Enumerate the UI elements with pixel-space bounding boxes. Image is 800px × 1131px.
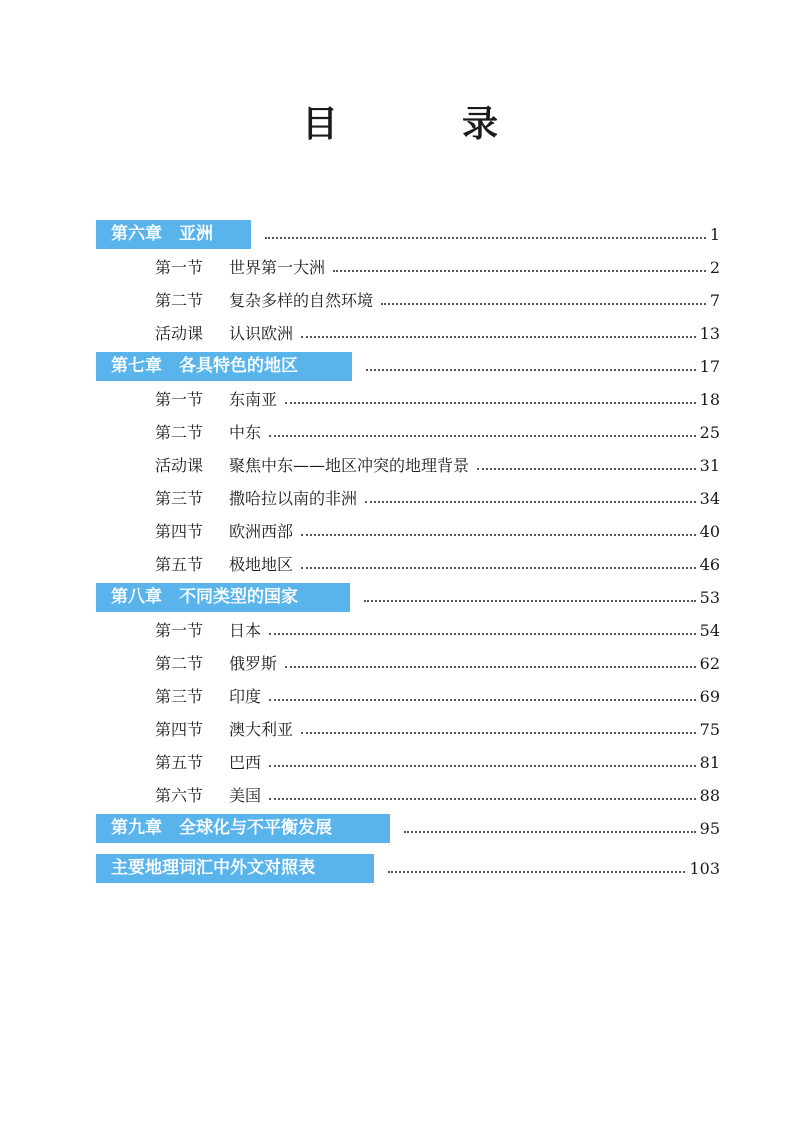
section-number: 第四节 <box>155 720 204 739</box>
section-number: 第二节 <box>155 291 204 310</box>
section-title: 撒哈拉以南的非洲 <box>229 489 358 508</box>
dot-leader <box>269 699 696 701</box>
page-number: 69 <box>699 687 720 706</box>
page-number: 53 <box>699 588 720 607</box>
chapter-title-badge: 第六章 亚洲 <box>96 220 251 249</box>
toc-section-row <box>0 451 800 481</box>
toc-chapter-row <box>0 220 800 250</box>
page-number: 54 <box>699 621 720 640</box>
section-number: 第五节 <box>155 555 204 574</box>
toc-section-row <box>0 550 800 580</box>
toc-chapter-row <box>0 352 800 382</box>
toc-section-row <box>0 385 800 415</box>
dot-leader <box>365 501 696 503</box>
section-title: 认识欧洲 <box>229 324 294 343</box>
section-number: 第三节 <box>155 489 204 508</box>
section-title: 日本 <box>229 621 262 640</box>
section-title: 巴西 <box>229 753 262 772</box>
section-number: 第二节 <box>155 423 204 442</box>
page-number: 1 <box>709 225 720 244</box>
section-number: 第六节 <box>155 786 204 805</box>
toc-section-row <box>0 682 800 712</box>
dot-leader <box>404 831 696 833</box>
dot-leader <box>364 600 696 602</box>
page-title: 目 录 <box>301 104 542 145</box>
page-number: 13 <box>699 324 720 343</box>
dot-leader <box>366 369 696 371</box>
section-title: 东南亚 <box>229 390 278 409</box>
dot-leader <box>269 435 696 437</box>
page-number: 31 <box>699 456 720 475</box>
toc-chapter-row <box>0 854 800 884</box>
toc-section-row <box>0 616 800 646</box>
section-number: 第二节 <box>155 654 204 673</box>
toc-section-row <box>0 748 800 778</box>
chapter-title-badge: 第九章 全球化与不平衡发展 <box>96 814 390 843</box>
section-title: 印度 <box>229 687 262 706</box>
section-number: 活动课 <box>155 456 204 475</box>
toc-section-row <box>0 286 800 316</box>
toc-section-row <box>0 418 800 448</box>
section-title: 俄罗斯 <box>229 654 278 673</box>
page-number: 81 <box>699 753 720 772</box>
dot-leader <box>285 666 696 668</box>
page-number: 34 <box>699 489 720 508</box>
section-number: 第一节 <box>155 258 204 277</box>
section-title: 澳大利亚 <box>229 720 294 739</box>
dot-leader <box>269 798 696 800</box>
section-number: 第一节 <box>155 390 204 409</box>
page-number: 18 <box>699 390 720 409</box>
page-number: 2 <box>709 258 720 277</box>
toc-chapter-row <box>0 814 800 844</box>
page-number: 46 <box>699 555 720 574</box>
section-number: 活动课 <box>155 324 204 343</box>
dot-leader <box>381 303 706 305</box>
toc-section-row <box>0 319 800 349</box>
section-title: 极地地区 <box>229 555 294 574</box>
page-number: 88 <box>699 786 720 805</box>
page-number: 25 <box>699 423 720 442</box>
section-number: 第一节 <box>155 621 204 640</box>
page-number: 17 <box>699 357 720 376</box>
chapter-title-badge: 第八章 不同类型的国家 <box>96 583 350 612</box>
section-number: 第四节 <box>155 522 204 541</box>
dot-leader <box>265 237 706 239</box>
toc-section-row <box>0 484 800 514</box>
dot-leader <box>269 633 696 635</box>
page-number: 95 <box>699 819 720 838</box>
dot-leader <box>301 567 696 569</box>
toc-section-row <box>0 253 800 283</box>
chapter-title-badge: 主要地理词汇中外文对照表 <box>96 854 374 883</box>
page-number: 103 <box>689 859 720 878</box>
section-title: 美国 <box>229 786 262 805</box>
section-title: 欧洲西部 <box>229 522 294 541</box>
chapter-title-badge: 第七章 各具特色的地区 <box>96 352 352 381</box>
page-number: 62 <box>699 654 720 673</box>
page-number: 75 <box>699 720 720 739</box>
section-title: 中东 <box>229 423 262 442</box>
dot-leader <box>477 468 696 470</box>
dot-leader <box>301 336 696 338</box>
section-title: 聚焦中东——地区冲突的地理背景 <box>229 456 470 475</box>
dot-leader <box>388 871 685 873</box>
section-title: 世界第一大洲 <box>229 258 326 277</box>
toc-chapter-row <box>0 583 800 613</box>
section-title: 复杂多样的自然环境 <box>229 291 374 310</box>
dot-leader <box>285 402 696 404</box>
dot-leader <box>301 732 696 734</box>
toc-section-row <box>0 781 800 811</box>
dot-leader <box>301 534 696 536</box>
page-number: 7 <box>709 291 720 310</box>
section-number: 第五节 <box>155 753 204 772</box>
dot-leader <box>269 765 696 767</box>
toc-section-row <box>0 715 800 745</box>
page-number: 40 <box>699 522 720 541</box>
toc-section-row <box>0 517 800 547</box>
section-number: 第三节 <box>155 687 204 706</box>
toc-section-row <box>0 649 800 679</box>
dot-leader <box>333 270 706 272</box>
